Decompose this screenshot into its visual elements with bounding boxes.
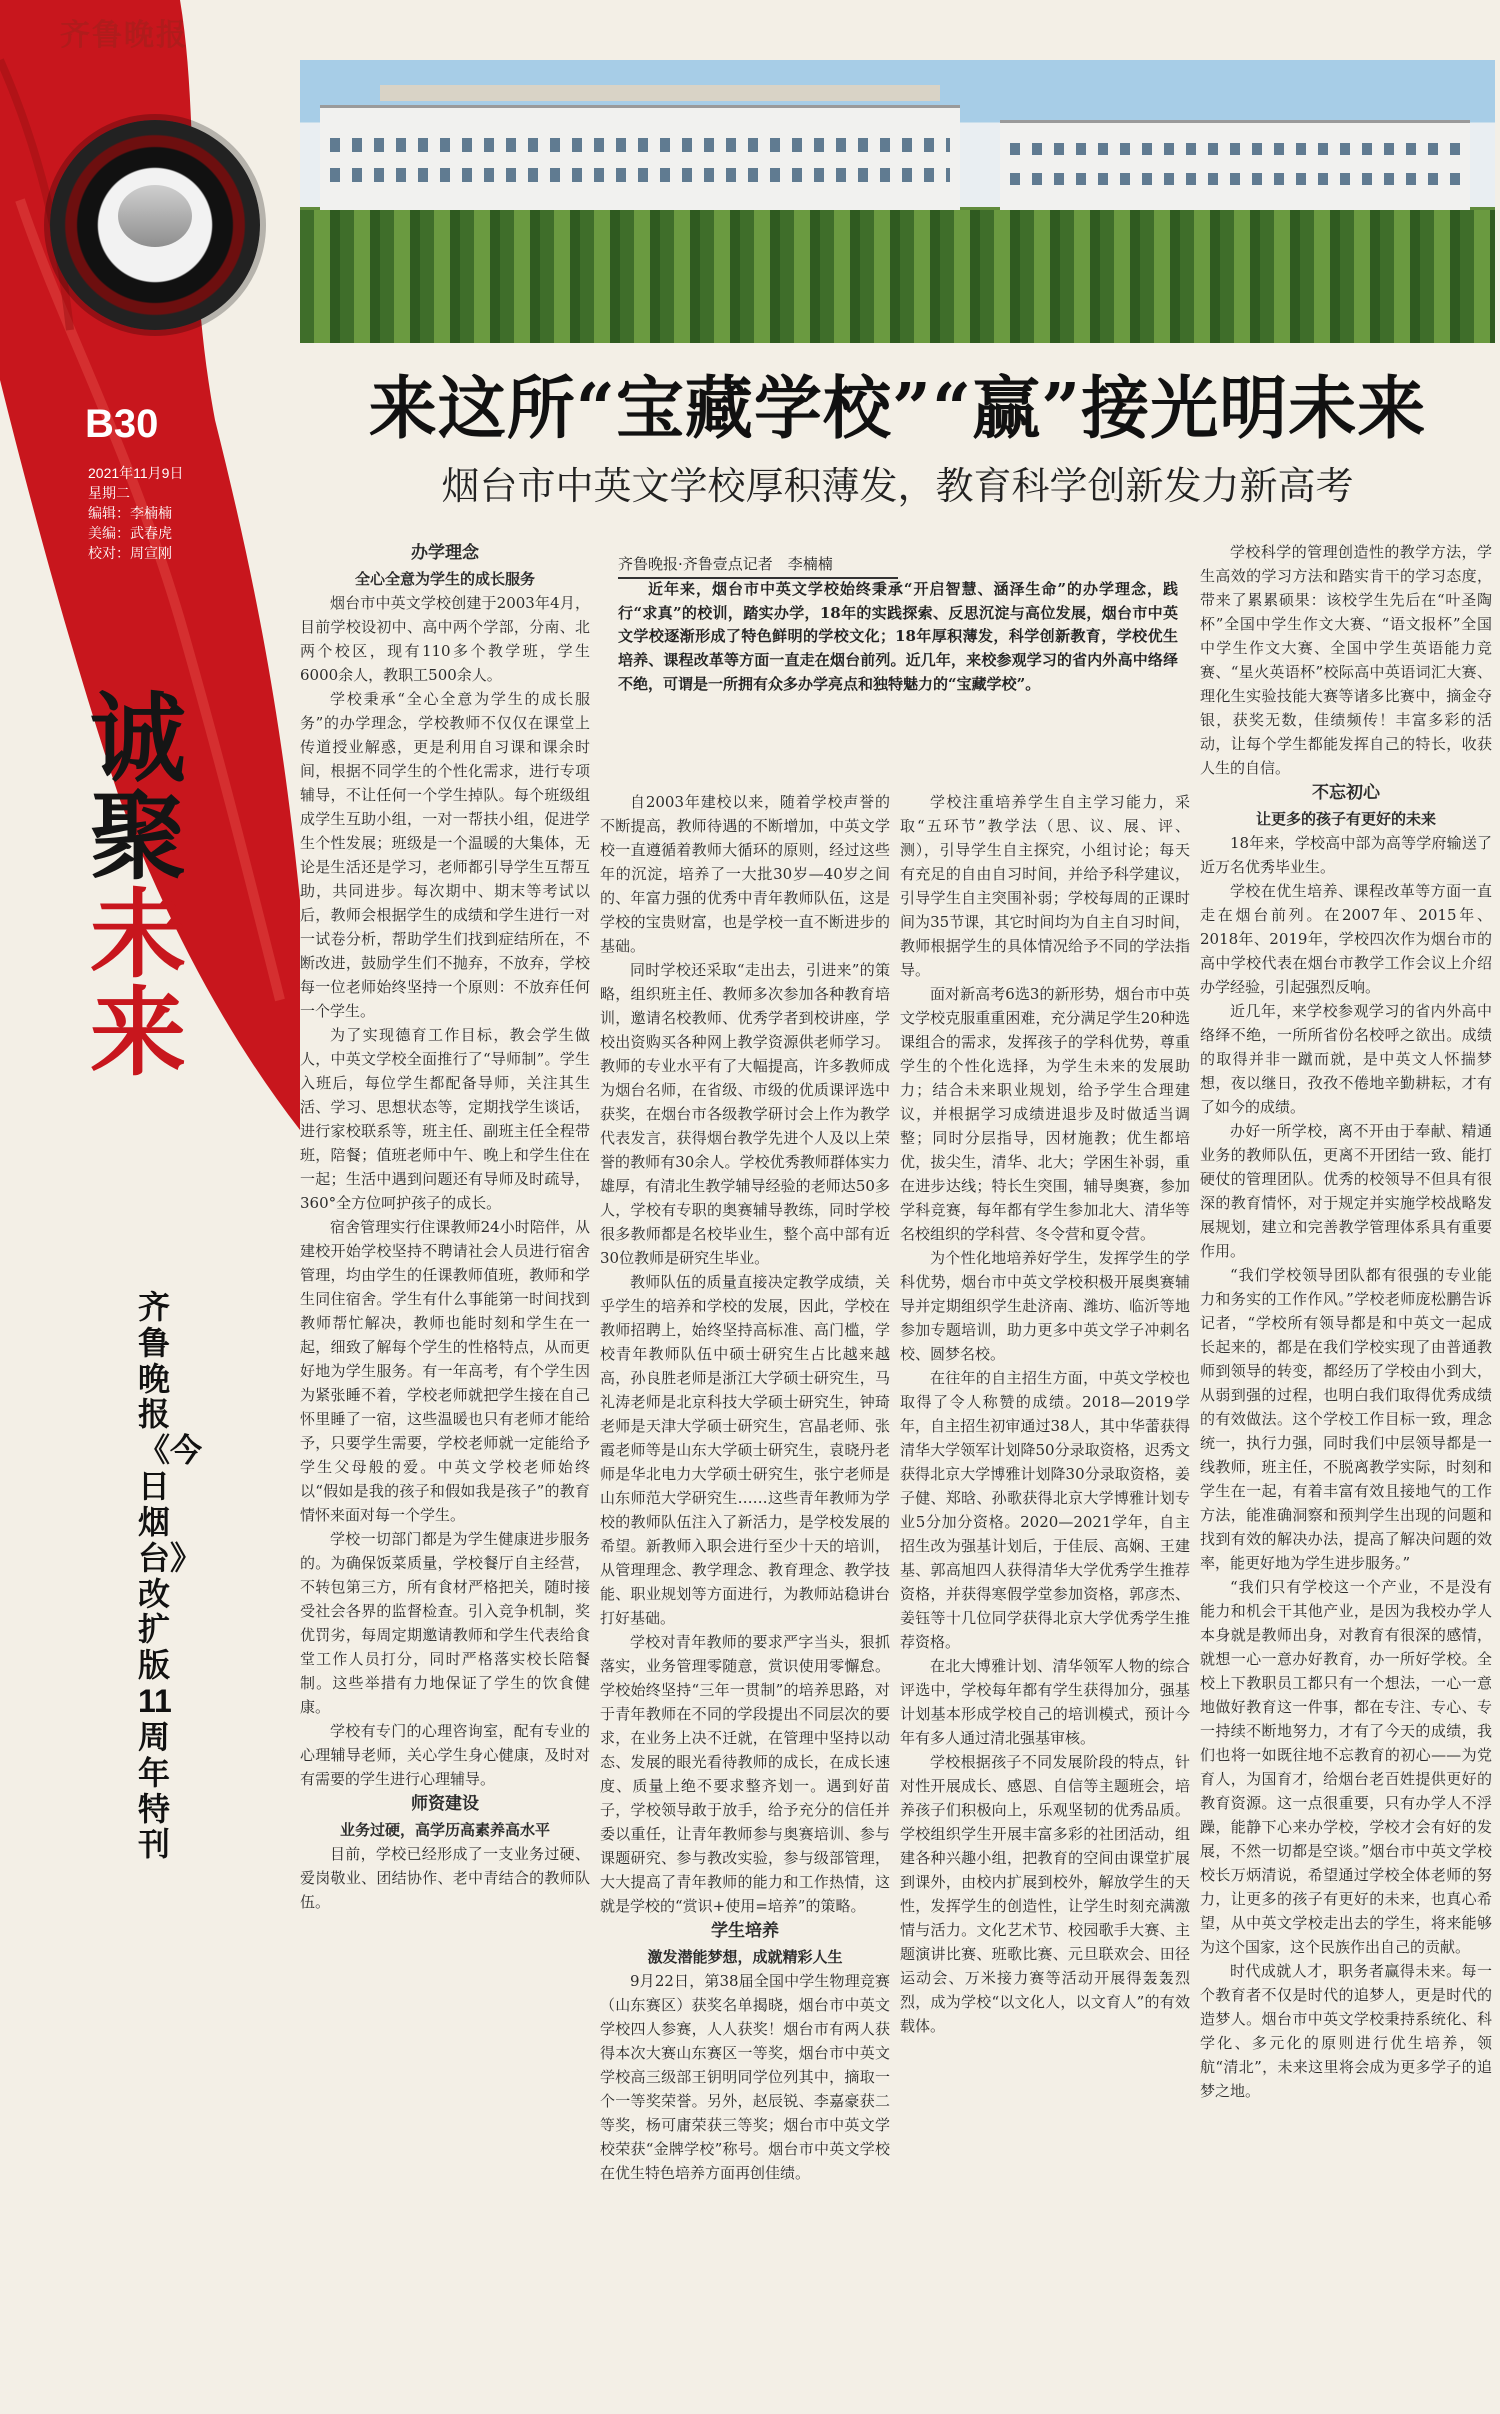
vertical-title-char: 聚 (90, 779, 186, 893)
lead-paragraph: 近年来，烟台市中英文学校始终秉承“开启智慧、涵泽生命”的办学理念，践行“求真”的校训，踏实办学，18年的实践探索、反思沉淀与高位发展，烟台市中英文学校逐渐形成了特色鲜明的学校文化；18年厚积薄发，科学创新教育，学校优生培养、课程改革等方面一直走在烟台前列。近几年，来校参观学习的省内外高中络绎不绝，可谓是一所拥有众多办学亮点和独特魅力的“宝藏学校”。 (618, 580, 1178, 693)
article-subheadline: 烟台市中英文学校厚积薄发，教育科学创新发力新高考 (441, 464, 1354, 508)
paragraph: 学校一切部门都是为学生健康进步服务的。为确保饭菜质量，学校餐厅自主经营，不转包第三方，所有食材严格把关，随时接受社会各界的监督检查。引入竞争机制，奖优罚劣，每周定期邀请教师和学生代表给食堂工作人员打分，同时严格落实校长陪餐制。这些举措有力地保证了学生的饮食健康。 (300, 1530, 590, 1717)
paragraph: 在北大博雅计划、清华领军人物的综合评选中，学校每年都有学生获得加分，强基计划基本形成学校自己的培训模式，预计今年有多人通过清北强基审核。 (900, 1657, 1190, 1747)
paragraph: 9月22日，第38届全国中学生物理竞赛（山东赛区）获奖名单揭晓，烟台市中英文学校四人参赛，人人获奖！烟台市有两人获得本次大赛山东赛区一等奖，烟台市中英文学校高三级部王钥明同学位列其中，摘取一个一等奖荣誉。另外，赵辰锐、李嘉豪获二等奖，杨可庸荣获三等奖；烟台市中英文学校荣获“金牌学校”称号。烟台市中英文学校在优生特色培养方面再创佳绩。 (600, 1972, 890, 2183)
column-1 (300, 540, 590, 2410)
paragraph: 为个性化地培养好学生，发挥学生的学科优势，烟台市中英文学校积极开展奥赛辅导并定期组织学生赴济南、潍坊、临沂等地参加专题培训，助力更多中英文学子冲刺名校、圆梦名校。 (900, 1249, 1190, 1363)
paragraph: 近几年，来学校参观学习的省内外高中络绎不绝，一所所省份名校呼之欲出。成绩的取得并非一蹴而就，是中英文人怀揣梦想，夜以继日，孜孜不倦地辛勤耕耘，才有了如今的成绩。 (1200, 1002, 1492, 1117)
paragraph: 目前，学校已经形成了一支业务过硬、爱岗敬业、团结协作、老中青结合的教师队伍。 (300, 1845, 590, 1912)
vertical-subtitle: 齐鲁晚报《今日烟台》改扩版11周年特刊 (138, 1289, 203, 1863)
school-photo (300, 60, 1495, 343)
paragraph: 自2003年建校以来，随着学校声誉的不断提高，教师待遇的不断增加，中英文学校一直遵循着教师大循环的原则，经过这些年的沉淀，培养了一大批30岁—40岁之间的、年富力强的优秀中青年教师队伍，这是学校的宝贵财富，也是学校一直不断进步的基础。 (600, 793, 890, 955)
column-3 (900, 790, 1190, 2410)
editor-credit: 编辑：李楠楠 (88, 505, 172, 521)
paragraph: 办好一所学校，离不开由于奉献、精通业务的教师队伍，更离不开团结一致、能打硬仗的管理团队。优秀的校领导不但具有很深的教育情怀，对于规定并实施学校战略发展规划，建立和完善教学管理体系具有重要作用。 (1200, 1122, 1492, 1261)
paragraph: 学校秉承“全心全意为学生的成长服务”的办学理念，学校教师不仅仅在课堂上传道授业解惑，更是利用自习课和课余时间，根据不同学生的个性化需求，进行专项辅导，不让任何一个学生掉队。每个班级组成学生互助小组，一对一帮扶小组，促进学生个性发展；班级是一个温暖的大集体，无论是生活还是学习，老师都引导学生互帮互助，共同进步。每次期中、期末等考试以后，教师会根据学生的成绩和学生进行一对一试卷分析，帮助学生们找到症结所在，不断改进，鼓励学生们不抛弃，不放弃，学校每一位老师始终坚持一个原则：不放弃任何一个学生。 (300, 690, 590, 1021)
paragraph: “我们学校领导团队都有很强的专业能力和务实的工作作风。”学校老师庞松鹏告诉记者，“学校所有领导都是和中英文一起成长起来的，都是在我们学校实现了由普通教师到领导的转变，都经历了学校由小到大，从弱到强的过程，也明白我们取得优秀成绩的有效做法。这个学校工作目标一致，理念统一，执行力强，同时我们中层领导都是一线教师，班主任，不脱离教学实际，时刻和学生在一起，有着丰富有效且接地气的工作方法，能准确洞察和预判学生出现的问题和找到有效的解决办法，提高了解决问题的效率，能更好地为学生进步服务。” (1200, 1266, 1492, 1573)
paragraph: 时代成就人才，职务者赢得未来。每一个教育者不仅是时代的追梦人，更是时代的造梦人。烟台市中英文学校秉持系统化、科学化、多元化的原则进行优生培养，领航“清北”，未来这里将会成为更多学子的追梦之地。 (1200, 1962, 1492, 2101)
art-editor-credit: 美编：武春虎 (88, 525, 172, 541)
paragraph: 宿舍管理实行住课教师24小时陪伴，从建校开始学校坚持不聘请社会人员进行宿舍管理，均由学生的任课教师值班，教师和学生同住宿舍。学生有什么事能第一时间找到教师帮忙解决，教师也能时刻和学生在一起，细致了解每个学生的性格特点，从而更好地为学生服务。有一年高考，有个学生因为紧张睡不着，学校老师就把学生接在自己怀里睡了一宿，这些温暖也只有老师才能给予，只要学生需要，学校老师就一定能给予学生父母般的爱。中英文学校老师始终以“假如是我的孩子和假如我是孩子”的教育情怀来面对每一个学生。 (300, 1218, 590, 1525)
paragraph: 面对新高考6选3的新形势，烟台市中英文学校克服重重困难，充分满足学生20种选课组合的需求，发挥孩子的学科优势，尊重学生的个性化选择，为学生未来的发展助力；结合未来职业规划，给予学生合理建议，并根据学习成绩进退步及时做适当调整；同时分层指导，因材施教；优生都培优，拔尖生，清华、北大；学困生补弱，重在进步达线；特长生突围，辅导奥赛，参加学科竞赛，每年都有学生参加北大、清华等名校组织的学科营、冬令营和夏令营。 (900, 985, 1190, 1243)
section-subtitle: 让更多的孩子有更好的未来 (1255, 810, 1436, 829)
paragraph: 同时学校还采取“走出去，引进来”的策略，组织班主任、教师多次参加各种教育培训，邀请名校教师、优秀学者到校讲座，学校出资购买各种网上教学资源供老师学习。教师的专业水平有了大幅提高，许多教师成为烟台名师，在省级、市级的优质课评选中获奖，在烟台市各级教学研讨会上作为教学代表发言，获得烟台教学先进个人及以上荣誉的教师有30余人。学校优秀教师群体实力雄厚，有清北生教学辅导经验的老师达50多人，学校有专职的奥赛辅导教练，同时学校很多教师都是名校毕业生，整个高中部有近30位教师是研究生毕业。 (600, 961, 890, 1267)
paragraph: 为了实现德育工作目标，教会学生做人，中英文学校全面推行了“导师制”。学生入班后，每位学生都配备导师，关注其生活、学习、思想状态等，定期找学生谈话，进行家校联系等，班主任、副班主任全程带班，陪餐；值班老师中午、晚上和学生住在一起；生活中遇到问题还有导师及时疏导，360°全方位呵护孩子的成长。 (300, 1026, 590, 1213)
article-headline: 来这所“宝藏学校”“赢”接光明未来 (368, 369, 1427, 449)
section-title: 办学理念 (411, 543, 479, 563)
byline: 齐鲁晚报·齐鲁壹点记者 李楠楠 (618, 553, 898, 579)
section-title: 学生培养 (711, 1921, 779, 1941)
paragraph: 学校在优生培养、课程改革等方面一直走在烟台前列。在2007年、2015年、2018年、2019年，学校四次作为烟台市的高中学校代表在烟台市教学工作会议上介绍办学经验，引起强烈反响。 (1200, 882, 1492, 997)
paragraph: 在往年的自主招生方面，中英文学校也取得了令人称赞的成绩。2018—2019学年，自主招生初审通过38人，其中华蕾获得清华大学领军计划降50分录取资格，迟秀文获得北京大学博雅计划降30分录取资格，姜子健、郑晗、孙歌获得北京大学博雅计划专业5分加分资格。2020—2021学年，自主招生改为强基计划后，于佳辰、高娴、王建基、郭高旭四人获得清华大学优秀学生推荐资格，并获得寒假学堂参加资格，郭彦杰、姜钰等十几位同学获得北京大学优秀学生推荐资格。 (900, 1369, 1190, 1651)
paragraph: 学校根据孩子不同发展阶段的特点，针对性开展成长、感恩、自信等主题班会，培养孩子们积极向上，乐观坚韧的优秀品质。学校组织学生开展丰富多彩的社团活动，组建各种兴趣小组，把教育的空间由课堂扩展到课外，由校内扩展到校外，解放学生的天性，发挥学生的创造性，让学生时刻充满激情与活力。文化艺术节、校园歌手大赛、主题演讲比赛、班歌比赛、元旦联欢会、田径运动会、万米接力赛等活动开展得轰轰烈烈，成为学校“以文化人，以文育人”的有效载体。 (900, 1753, 1190, 2035)
paragraph: 学校注重培养学生自主学习能力，采取“五环节”教学法（思、议、展、评、测），引导学生自主探究，小组讨论；每天有充足的自由自习时间，并给予科学建议，引导学生自主突围补弱；学校每周的正课时间为35节课，其它时间均为自主自习时间，教师根据学生的具体情况给予不同的学法指导。 (900, 793, 1190, 979)
vertical-title-char: 来 (90, 975, 186, 1089)
issue-weekday: 星期二 (88, 485, 130, 501)
vertical-title-char: 诚 (90, 682, 186, 795)
section-title: 师资建设 (411, 1794, 479, 1815)
column-4 (1200, 540, 1492, 2410)
page-number: B30 (85, 402, 159, 446)
medallion-landmark (118, 185, 192, 247)
section-subtitle: 全心全意为学生的成长服务 (354, 570, 535, 589)
section-subtitle: 业务过硬，高学历高素养高水平 (339, 1821, 550, 1840)
section-title: 不忘初心 (1312, 783, 1380, 803)
proofreader-credit: 校对：周宣刚 (88, 545, 172, 561)
paragraph: 学校有专门的心理咨询室，配有专业的心理辅导老师，关心学生身心健康，及时对有需要的学生进行心理辅导。 (300, 1722, 590, 1789)
vertical-title-char: 未 (90, 877, 186, 991)
paragraph: 18年来，学校高中部为高等学府输送了近万名优秀毕业生。 (1200, 834, 1492, 877)
paragraph: “我们只有学校这一个产业，不是没有能力和机会干其他产业，是因为我校办学人本身就是教师出身，对教育有很深的感情，就想一心一意办好教育，办一所好学校。全校上下教职员工都只有一个想法，一心一意地做好教育这一件事，都在专注、专心、专一持续不断地努力，才有了今天的成绩，我们也将一如既往地不忘教育的初心——为党育人，为国育才，给烟台老百姓提供更好的教育资源。这一点很重要，只有办学人不浮躁，能静下心来办学校，学校才会有好的发展，不然一切都是空谈。”烟台市中英文学校校长万炳清说，希望通过学校全体老师的努力，让更多的孩子有更好的未来，也真心希望，从中英文学校走出去的学生，将来能够为这个国家，这个民族作出自己的贡献。 (1200, 1578, 1492, 1957)
paragraph: 教师队伍的质量直接决定教学成绩，关乎学生的培养和学校的发展，因此，学校在教师招聘上，始终坚持高标准、高门槛，学校青年教师队伍中硕士研究生占比越来越高，孙良胜老师是浙江大学硕士研究生，马礼涛老师是北京科技大学硕士研究生，钟琦老师是天津大学硕士研究生，宫晶老师、张霞老师等是山东大学硕士研究生，袁晓丹老师是华北电力大学硕士研究生，张宁老师是山东师范大学研究生……这些青年教师为学校的教师队伍注入了新活力，是学校发展的希望。新教师入职会进行至少十天的培训，从管理理念、教学理念、教育理念、教学技能、职业规划等方面进行，为教师站稳讲台打好基础。 (600, 1273, 890, 1627)
section-subtitle: 激发潜能梦想，成就精彩人生 (647, 1948, 843, 1967)
paragraph: 学校科学的管理创造性的教学方法，学生高效的学习方法和踏实肯干的学习态度，带来了累累硕果：该校学生先后在“叶圣陶杯”全国中学生作文大赛、“语文报杯”全国中学生作文大赛、全国中学生英语能力竞赛、“星火英语杯”校际高中英语词汇大赛、理化生实验技能大赛等诸多比赛中，摘金夺银，获奖无数，佳绩频传！丰富多彩的活动，让每个学生都能发挥自己的特长，收获人生的自信。 (1200, 543, 1492, 777)
paragraph: 烟台市中英文学校创建于2003年4月，目前学校设初中、高中两个学部，分南、北两个校区，现有110多个教学班，学生6000余人，教职工500余人。 (300, 594, 590, 685)
vertical-title (90, 682, 200, 1089)
paragraph: 学校对青年教师的要求严字当头，狠抓落实，业务管理零随意，赏识使用零懈怠。学校始终坚持“三年一贯制”的培养思路，对于青年教师在不同的学段提出不同层次的要求，在业务上决不迁就，在管理中坚持以动态、发展的眼光看待教师的成长，在成长速度、质量上绝不要求整齐划一。遇到好苗子，学校领导敢于放手，给予充分的信任并委以重任，让青年教师参与奥赛培训、参与课题研究、参与教改实验，参与级部管理，大大提高了青年教师的能力和工作热情，这就是学校的“赏识+使用=培养”的策略。 (600, 1633, 890, 1915)
issue-date: 2021年11月9日 (88, 465, 184, 481)
column-2 (600, 790, 890, 2410)
masthead-logo: 齐鲁晚报 (60, 18, 188, 53)
